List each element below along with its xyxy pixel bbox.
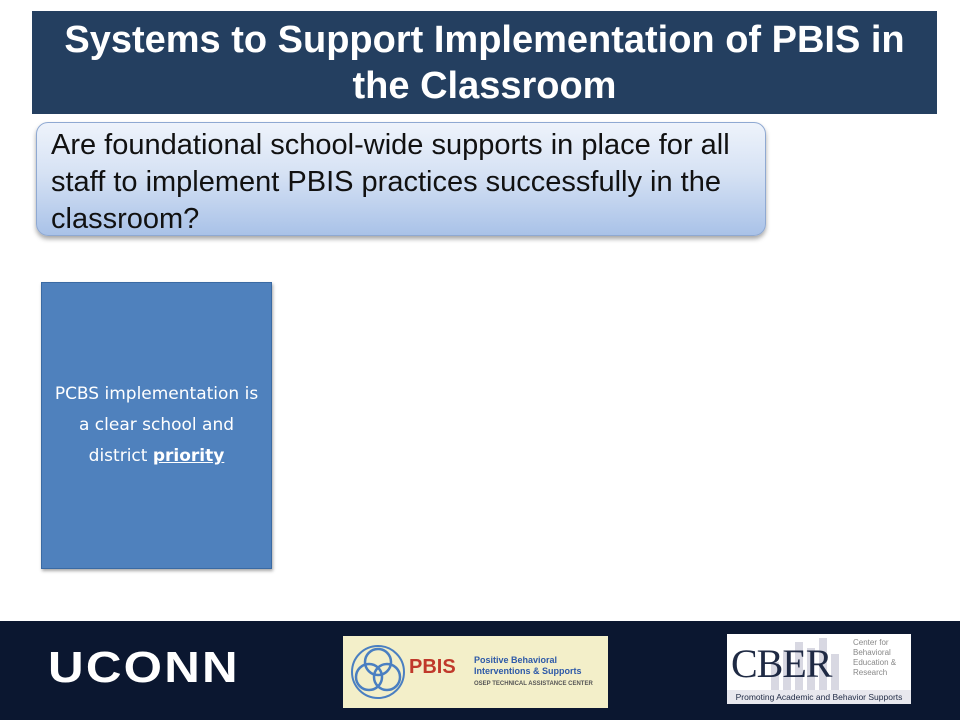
priority-text: [52, 379, 261, 472]
cber-logo: [727, 634, 911, 704]
cber-side-line2: Behavioral: [853, 648, 891, 657]
pbis-logo: [343, 636, 608, 708]
question-box: [36, 122, 766, 236]
pbis-word: PBIS: [409, 656, 456, 678]
pbis-subtitle: [474, 655, 582, 677]
cber-side-line4: Research: [853, 668, 888, 677]
footer: [0, 621, 960, 720]
uconn-logo: UCONN: [48, 643, 240, 692]
question-text: Are foundational school-wide supports in place for all staff to implement PBIS practices successfully in the classroom?: [51, 129, 730, 235]
priority-emphasis: priority: [152, 446, 225, 466]
cber-word: CBER: [731, 641, 832, 686]
title-bar: [32, 11, 937, 114]
priority-text-body: PCBS implementation is a clear school and district: [54, 384, 259, 466]
slide-title: Systems to Support Implementation of PBIS in the Classroom: [64, 18, 905, 107]
cber-side-line1: Center for: [853, 638, 889, 647]
pbis-subtitle-line2: Interventions & Supports: [474, 666, 582, 676]
cber-center-name: [853, 638, 896, 678]
pbis-osep-label: OSEP TECHNICAL ASSISTANCE CENTER: [474, 681, 593, 687]
cber-side-line3: Education &: [853, 658, 897, 667]
cber-tagline: Promoting Academic and Behavior Supports: [727, 690, 911, 704]
pbis-subtitle-line1: Positive Behavioral: [474, 655, 558, 665]
priority-box: [41, 282, 272, 569]
pbis-rings-icon: [348, 642, 408, 702]
